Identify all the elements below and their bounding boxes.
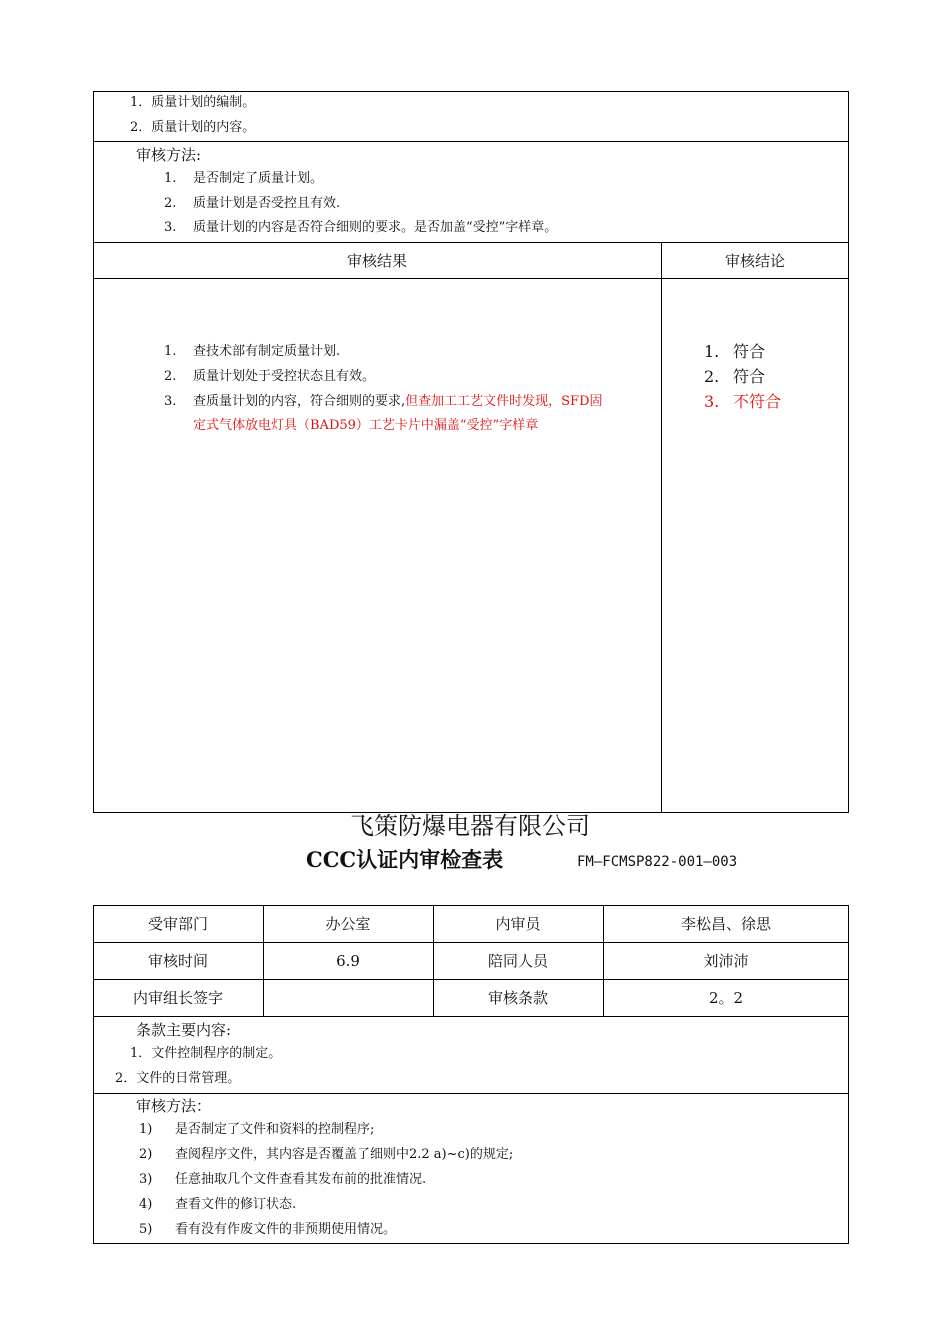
conclusion-number: 1. <box>704 342 720 361</box>
info-value: 刘沛沛 <box>703 952 749 970</box>
result-number: 2. <box>164 369 177 384</box>
conclusion-number: 3. <box>704 392 720 411</box>
divider <box>93 942 849 943</box>
company-name: 飞策防爆电器有限公司 <box>350 812 590 840</box>
result-number: 1. <box>164 344 177 359</box>
audit-method-number: 4) <box>139 1197 153 1212</box>
result-text <box>193 394 603 410</box>
audit-method-text: 是否制定了文件和资料的控制程序; <box>175 1122 375 1137</box>
divider <box>93 1016 849 1017</box>
divider <box>661 242 662 813</box>
result-text-compliant: 查质量计划的内容，符合细则的要求, <box>193 394 406 409</box>
conclusion-text: 符合 <box>733 367 766 386</box>
result-text: 查技术部有制定质量计划. <box>193 344 341 359</box>
audit-method-text: 看有没有作废文件的非预期使用情况。 <box>175 1222 397 1237</box>
result-text-finding-continued: 定式气体放电灯具（BAD59）工艺卡片中漏盖“受控”字样章 <box>193 418 539 433</box>
info-label: 内审员 <box>495 915 541 933</box>
audit-method-number: 5) <box>139 1222 153 1237</box>
divider <box>93 1093 849 1094</box>
audit-method-text: 质量计划是否受控且有效. <box>193 196 341 211</box>
info-label: 陪同人员 <box>487 952 548 970</box>
audit-method-text: 任意抽取几个文件查看其发布前的批准情况. <box>175 1172 427 1187</box>
conclusion-text: 不符合 <box>733 392 782 411</box>
result-number: 3. <box>164 394 177 409</box>
audit-method-text: 查阅程序文件，其内容是否覆盖了细则中2.2 a)~c)的规定; <box>175 1147 514 1162</box>
info-label: 审核时间 <box>147 952 208 970</box>
audit-method-text: 质量计划的内容是否符合细则的要求。是否加盖“受控”字样章。 <box>193 220 558 235</box>
info-label: 审核条款 <box>487 989 548 1007</box>
info-label: 受审部门 <box>147 915 208 933</box>
clause-content-item: 1．文件控制程序的制定。 <box>130 1046 282 1061</box>
audit-method-number: 3. <box>164 220 177 235</box>
divider <box>93 141 849 142</box>
clause-content-title: 条款主要内容: <box>136 1021 232 1039</box>
audit-method-number: 1. <box>164 171 177 186</box>
info-value: 办公室 <box>325 915 371 933</box>
result-column-header: 审核结果 <box>346 252 407 270</box>
info-value: 6.9 <box>336 952 360 970</box>
clause-content-item: 2．文件的日常管理。 <box>115 1071 241 1086</box>
form-title: CCC认证内审检查表 <box>306 847 504 872</box>
conclusion-column-header: 审核结论 <box>724 252 785 270</box>
audit-method-number: 3) <box>139 1172 153 1187</box>
form-code: FM—FCMSP822-001—003 <box>577 854 738 870</box>
info-value: 李松昌、徐思 <box>680 915 771 933</box>
divider <box>93 242 849 243</box>
divider <box>93 278 849 279</box>
clause-content-item: 1．质量计划的编制。 <box>130 95 256 110</box>
result-text-finding: 但查加工工艺文件时发现，SFD固 <box>405 394 603 409</box>
audit-method-number: 1) <box>139 1122 153 1137</box>
divider <box>93 979 849 980</box>
result-text: 质量计划处于受控状态且有效。 <box>193 369 376 384</box>
conclusion-text: 符合 <box>733 342 766 361</box>
clause-content-item: 2．质量计划的内容。 <box>130 120 256 135</box>
info-value: 2。2 <box>708 989 744 1007</box>
audit-method-title: 审核方法： <box>136 1097 212 1115</box>
conclusion-number: 2. <box>704 367 720 386</box>
audit-method-number: 2) <box>139 1147 153 1162</box>
info-label: 内审组长签字 <box>132 989 223 1007</box>
audit-method-text: 查看文件的修订状态. <box>175 1197 297 1212</box>
audit-method-text: 是否制定了质量计划。 <box>193 171 324 186</box>
audit-method-title: 审核方法: <box>136 146 202 164</box>
audit-method-number: 2. <box>164 196 177 211</box>
